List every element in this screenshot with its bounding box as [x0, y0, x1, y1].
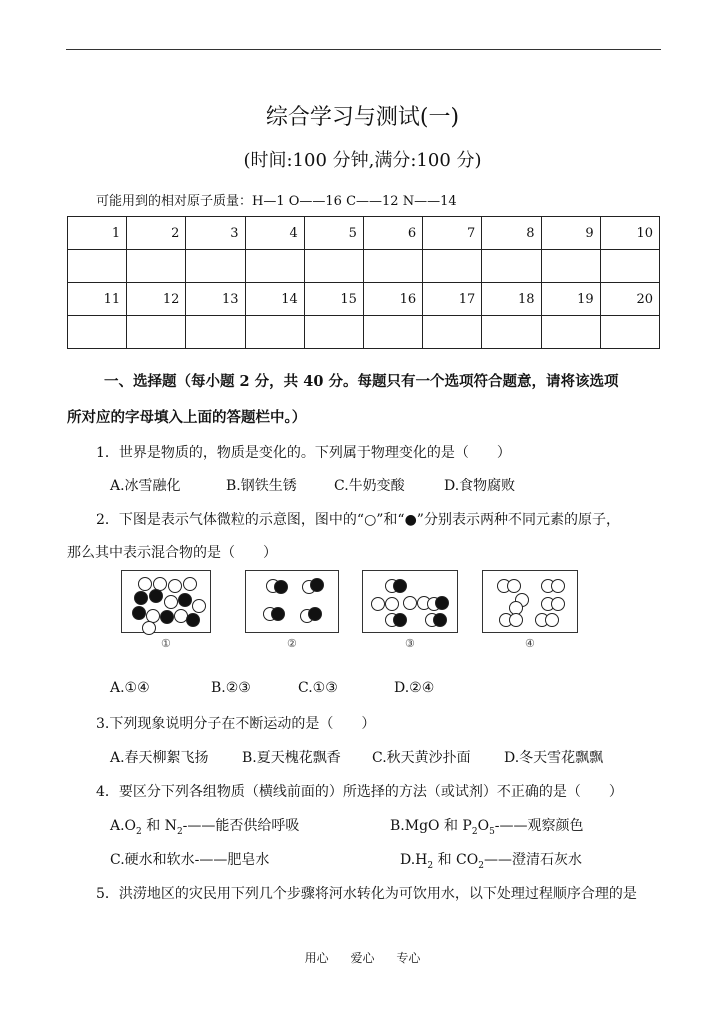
q4-b-sub: 5: [489, 826, 495, 837]
white-atom: [138, 577, 152, 591]
white-atom: [551, 579, 565, 593]
black-atom: [310, 578, 324, 592]
answer-number: 15: [304, 283, 363, 316]
footer-text: 用心: [304, 951, 329, 965]
answer-number: 5: [304, 217, 363, 250]
answer-cell[interactable]: [127, 250, 186, 283]
white-atom: [142, 621, 156, 635]
q4-a-sub: 2: [176, 826, 183, 837]
answer-number-row: [68, 283, 660, 316]
q1-option-c: C.牛奶变酸: [334, 478, 405, 494]
white-atom: [164, 595, 178, 609]
answer-cell[interactable]: [423, 250, 482, 283]
q1-stem: 1．世界是物质的，物质是变化的。下列属于物理变化的是（ ）: [96, 445, 511, 461]
answer-cell[interactable]: [482, 316, 541, 349]
q2-option-a: A.①④: [110, 680, 150, 696]
answer-cell[interactable]: [600, 316, 659, 349]
answer-number: 10: [600, 217, 659, 250]
black-atom: [308, 607, 322, 621]
answer-cell[interactable]: [423, 316, 482, 349]
white-atom: [385, 597, 399, 611]
answer-number-row: [68, 217, 660, 250]
q5-stem: 5．洪涝地区的灾民用下列几个步骤将河水转化为可饮用水，以下处理过程顺序合理的是: [96, 886, 637, 902]
page-subtitle: (时间:100 分钟,满分:100 分): [243, 150, 482, 171]
black-atom: [134, 591, 148, 605]
q4-a-text: -——能否供给呼吸: [182, 818, 300, 834]
black-atom: [274, 580, 288, 594]
q1-option-b: B.钢铁生锈: [226, 478, 297, 494]
q4-option-b: [390, 815, 584, 837]
white-atom: [507, 579, 521, 593]
answer-number: 9: [541, 217, 600, 250]
answer-number: 12: [127, 283, 186, 316]
q4-b-sub: 2: [471, 826, 478, 837]
q4-d-sub: 2: [478, 860, 484, 871]
black-atom: [149, 589, 163, 603]
answer-cell[interactable]: [68, 316, 127, 349]
q3-stem: 3.下列现象说明分子在不断运动的是（ ）: [96, 716, 376, 732]
q4-b-text: -——观察颜色: [494, 818, 584, 834]
answer-cell[interactable]: [363, 250, 422, 283]
page-title: 综合学习与测试(一): [265, 105, 460, 130]
atomic-masses: 可能用到的相对原子质量：H—1 O——16 C——12 N——14: [96, 194, 457, 209]
q4-d-text: D.H: [400, 852, 428, 868]
q2-stem-cont: 那么其中表示混合物的是（ ）: [67, 545, 277, 561]
q4-option-a: [110, 815, 299, 837]
black-atom: [178, 593, 192, 607]
answer-number: 6: [363, 217, 422, 250]
answer-cell[interactable]: [482, 250, 541, 283]
q1-option-a: A.冰雪融化: [110, 478, 181, 494]
q4-d-text: 和 CO: [433, 852, 479, 868]
q4-option-c: C.硬水和软水-——肥皂水: [110, 852, 270, 868]
q3-option-b: B.夏天槐花飘香: [242, 750, 341, 766]
answer-number: 18: [482, 283, 541, 316]
particle-diagram-2: [245, 570, 339, 633]
answer-cell[interactable]: [245, 250, 304, 283]
q4-a-text: 和 N: [141, 818, 177, 834]
answer-number: 3: [186, 217, 245, 250]
answer-number: 11: [68, 283, 127, 316]
answer-cell[interactable]: [68, 250, 127, 283]
page-footer: [0, 949, 725, 966]
answer-blank-row: [68, 250, 660, 283]
answer-number: 16: [363, 283, 422, 316]
black-atom: [435, 596, 449, 610]
footer-text: 爱心: [350, 951, 375, 965]
answer-cell[interactable]: [541, 316, 600, 349]
q4-d-text: ——澄清石灰水: [483, 852, 582, 868]
q4-b-text: B.MgO 和 P: [390, 818, 472, 834]
particle-diagram-4: [482, 570, 578, 633]
black-atom: [271, 607, 285, 621]
q2-option-b: B.②③: [211, 680, 251, 696]
white-atom: [168, 579, 182, 593]
answer-cell[interactable]: [304, 316, 363, 349]
black-atom: [160, 610, 174, 624]
diagram-label-4: ④: [525, 637, 535, 650]
answer-blank-row: [68, 316, 660, 349]
answer-number: 19: [541, 283, 600, 316]
answer-number: 2: [127, 217, 186, 250]
q4-stem: 4．要区分下列各组物质（横线前面的）所选择的方法（或试剂）不正确的是（ ）: [96, 784, 623, 800]
answer-cell[interactable]: [186, 250, 245, 283]
diagram-label-3: ③: [405, 637, 415, 650]
white-atom: [183, 577, 197, 591]
q4-a-sub: 2: [136, 826, 142, 837]
q3-option-d: D.冬天雪花飘飘: [504, 750, 604, 766]
white-atom: [371, 597, 385, 611]
q4-d-sub: 2: [427, 860, 434, 871]
black-atom: [132, 606, 146, 620]
answer-cell[interactable]: [245, 316, 304, 349]
answer-cell[interactable]: [541, 250, 600, 283]
q2-stem: 2．下图是表示气体微粒的示意图，图中的“○”和“●”分别表示两种不同元素的原子，: [96, 512, 620, 528]
diagram-label-1: ①: [161, 637, 171, 650]
q3-option-a: A.春天柳絮飞扬: [110, 750, 209, 766]
answer-number: 20: [600, 283, 659, 316]
q2-option-d: D.②④: [394, 680, 435, 696]
answer-cell[interactable]: [186, 316, 245, 349]
particle-diagram-1: [121, 570, 211, 633]
black-atom: [393, 579, 407, 593]
particle-diagram-3: [362, 570, 458, 633]
answer-number: 17: [423, 283, 482, 316]
answer-number: 13: [186, 283, 245, 316]
q2-option-c: C.①③: [298, 680, 338, 696]
black-atom: [186, 613, 200, 627]
answer-cell[interactable]: [304, 250, 363, 283]
black-atom: [393, 613, 407, 627]
section-heading: 一、选择题（每小题 2 分，共 40 分。每题只有一个选项符合题意，请将该选项: [104, 373, 619, 390]
white-atom: [545, 613, 559, 627]
q4-a-text: A.O: [110, 818, 137, 834]
answer-cell[interactable]: [600, 250, 659, 283]
section-heading-cont: 所对应的字母填入上面的答题栏中。）: [67, 409, 307, 426]
white-atom: [403, 596, 417, 610]
header-rule: [66, 49, 661, 50]
answer-number: 7: [423, 217, 482, 250]
footer-text: 专心: [396, 951, 421, 965]
answer-number: 14: [245, 283, 304, 316]
q4-b-text: O: [477, 818, 490, 834]
q3-option-c: C.秋天黄沙扑面: [372, 750, 471, 766]
answer-cell[interactable]: [363, 316, 422, 349]
black-atom: [433, 613, 447, 627]
q4-option-d: [400, 849, 582, 871]
answer-number: 1: [68, 217, 127, 250]
diagram-label-2: ②: [287, 637, 297, 650]
q1-option-d: D.食物腐败: [444, 478, 516, 494]
white-atom: [551, 597, 565, 611]
white-atom: [192, 599, 206, 613]
answer-number: 4: [245, 217, 304, 250]
answer-table: [67, 216, 660, 349]
answer-number: 8: [482, 217, 541, 250]
white-atom: [509, 613, 523, 627]
answer-cell[interactable]: [127, 316, 186, 349]
